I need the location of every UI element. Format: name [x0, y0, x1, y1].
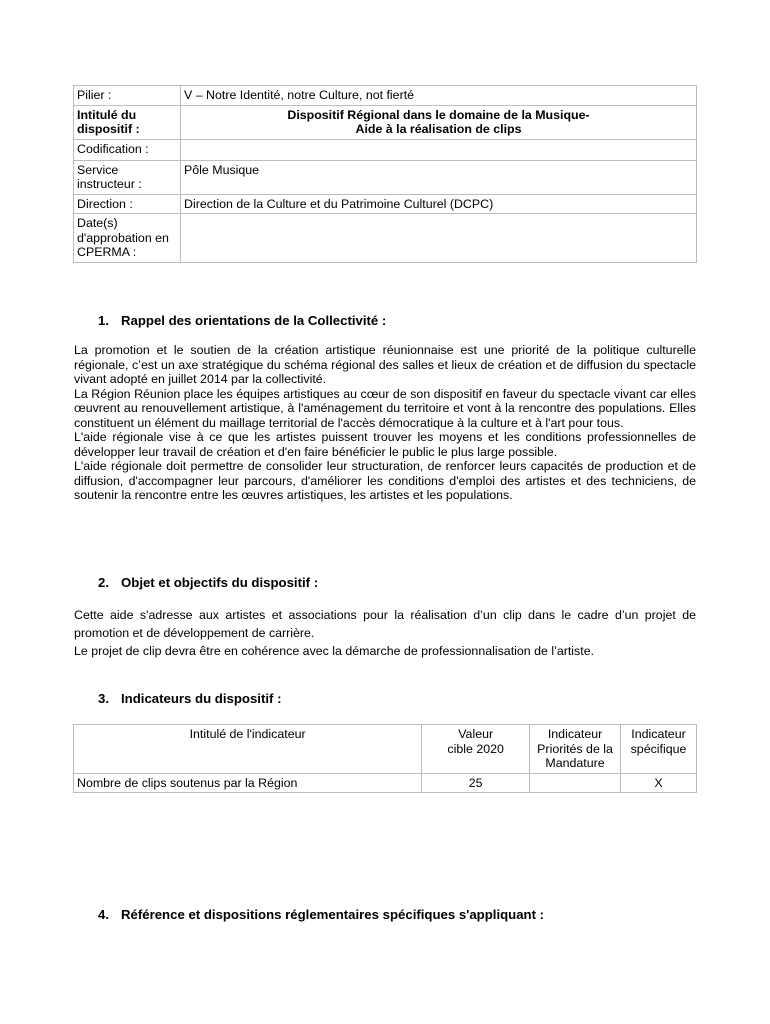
indicator-valeur: 25	[422, 773, 530, 793]
approbation-value	[181, 214, 697, 263]
table-row	[74, 105, 697, 139]
service-value: Pôle Musique	[181, 160, 697, 194]
paragraph: L'aide régionale doit permettre de consolider leur structuration, de renforcer leurs capacités de production et de diffusion, d'accompagner leur parcours, d'améliorer les conditions d'emploi des artistes et des techniciens, de soutenir la rencontre entre les œuvres artistiques, les artistes et les populations.	[74, 459, 696, 502]
section-3-heading	[98, 691, 281, 707]
dispositif-title-line2: Aide à la réalisation de clips	[355, 122, 522, 136]
header-intitule: Intitulé de l'indicateur	[74, 725, 422, 774]
section-2-heading	[98, 575, 318, 591]
header-specifique: Indicateur spécifique	[621, 725, 697, 774]
paragraph: La promotion et le soutien de la création artistique réunionnaise est une priorité de la politique culturelle régionale, c’est un axe stratégique du schéma régional des salles et lieux de création et de diffusion du spectacle vivant adopté en juillet 2014 par la collectivité.	[74, 343, 696, 386]
intitule-label: Intitulé du dispositif :	[74, 105, 181, 139]
direction-label: Direction :	[74, 194, 181, 214]
table-header-row	[74, 725, 697, 774]
table-row	[74, 214, 697, 263]
section-1-body	[74, 343, 696, 503]
section-1-number: 1.	[98, 313, 109, 328]
indicator-name: Nombre de clips soutenus par la Région	[74, 773, 422, 793]
dispositif-info-table	[73, 85, 697, 263]
header-priorites: Indicateur Priorités de la Mandature	[530, 725, 621, 774]
dispositif-title-line1: Dispositif Régional dans le domaine de la Musique-	[287, 107, 590, 122]
section-2-body	[74, 606, 696, 660]
codification-label: Codification :	[74, 139, 181, 160]
table-row	[74, 194, 697, 214]
table-row	[74, 86, 697, 106]
table-row	[74, 773, 697, 793]
section-4-title: Référence et dispositions réglementaires spécifiques s'appliquant :	[121, 907, 545, 922]
section-2-number: 2.	[98, 575, 109, 590]
paragraph: Le projet de clip devra être en cohérence avec la démarche de professionnalisation de l’artiste.	[74, 644, 595, 658]
dispositif-title	[181, 105, 697, 139]
section-3-title: Indicateurs du dispositif :	[121, 691, 282, 706]
table-row	[74, 139, 697, 160]
section-4-heading	[98, 907, 544, 923]
indicator-specifique: X	[621, 773, 697, 793]
pilier-label: Pilier :	[74, 86, 181, 106]
section-4-number: 4.	[98, 907, 109, 922]
codification-value	[181, 139, 697, 160]
section-1-heading	[98, 313, 386, 329]
indicators-table	[73, 724, 697, 793]
section-1-title: Rappel des orientations de la Collectivité :	[121, 313, 387, 328]
table-row	[74, 160, 697, 194]
section-3-number: 3.	[98, 691, 109, 706]
approbation-label: Date(s) d'approbation en CPERMA :	[74, 214, 181, 263]
header-valeur-cible: Valeur cible 2020	[422, 725, 530, 774]
paragraph: L'aide régionale vise à ce que les artistes puissent trouver les moyens et les conditions professionnelles de développer leur travail de création et d'en faire bénéficier le public le plus large possible.	[74, 430, 696, 459]
indicator-priorites	[530, 773, 621, 793]
pilier-value: V – Notre Identité, notre Culture, not fierté	[181, 86, 697, 106]
paragraph: Cette aide s'adresse aux artistes et associations pour la réalisation d’un clip dans le cadre d’un projet de promotion et de développement de carrière.	[74, 608, 696, 640]
service-label: Service instructeur :	[74, 160, 181, 194]
direction-value: Direction de la Culture et du Patrimoine Culturel (DCPC)	[181, 194, 697, 214]
paragraph: La Région Réunion place les équipes artistiques au cœur de son dispositif en faveur du spectacle vivant car elles œuvrent au renouvellement artistique, à l'aménagement du territoire et vont à la rencontre des populations. Elles constituent un élément du maillage territorial de l'accès démocratique à la culture et à l'art pour tous.	[74, 386, 696, 430]
section-2-title: Objet et objectifs du dispositif :	[121, 575, 319, 590]
